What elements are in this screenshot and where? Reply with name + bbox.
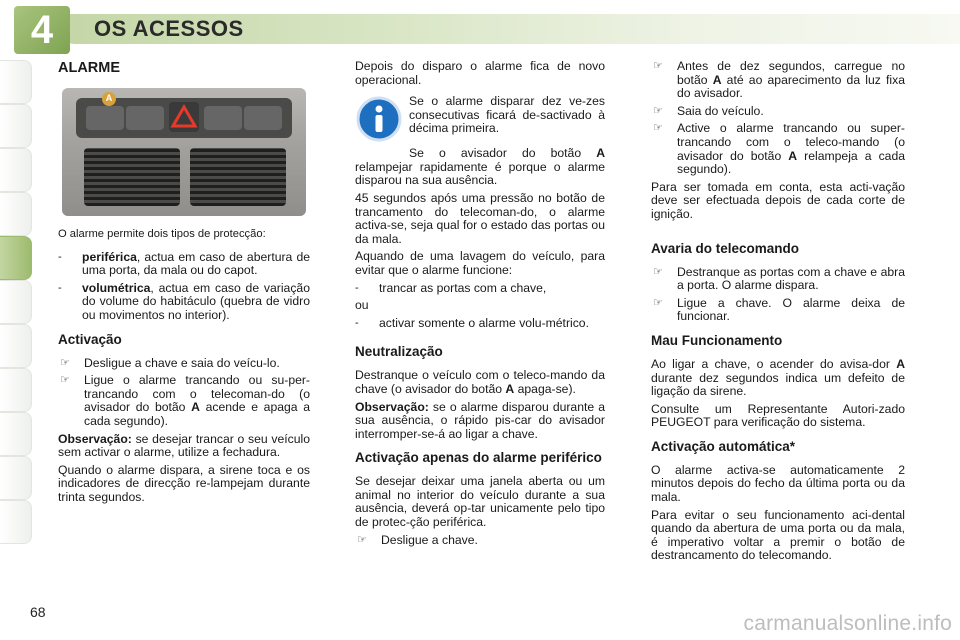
page-number: 68 (30, 604, 46, 620)
column-1 (58, 60, 310, 509)
trigger-text: Quando o alarme dispara, a sirene toca e os indicadores de direcção re-lampejam durante trinta segundos. (58, 462, 310, 504)
list-item: ☞ Desligue a chave e saia do veícu-lo. (60, 355, 280, 370)
hand-pointer-icon: ☞ (60, 356, 70, 369)
section-heading-mau-funcionamento: Mau Funcionamento (651, 332, 783, 348)
paragraph: O alarme activa-se automaticamente 2 minutos depois do fecho da última porta ou da mala. (651, 462, 905, 505)
paragraph: Para evitar o seu funcionamento aci-dental quando da abertura de uma porta ou da mala, é imperativo voltar a premir o botão de destrancamento do telecomando. (651, 507, 905, 563)
note: Observação: se desejar trancar o seu veículo sem activar o alarme, utilize a fechadura. (58, 431, 310, 460)
chapter-tab-active[interactable] (0, 236, 32, 280)
list-item: ☞ Destranque as portas com a chave e abra a porta. O alarme dispara. (653, 264, 905, 293)
chapter-tab[interactable] (0, 456, 32, 500)
section-heading-avaria: Avaria do telecomando (651, 240, 800, 256)
paragraph: Para ser tomada em conta, esta acti-vação deve ser efectuada depois de cada corte de ignição. (651, 179, 905, 221)
dash-button (244, 106, 282, 130)
chapter-tab[interactable] (0, 280, 32, 324)
chapter-tab[interactable] (0, 500, 32, 544)
air-vent-left (84, 148, 180, 206)
button-a-label: A (102, 92, 116, 106)
section-heading-activacao: Activação (58, 331, 122, 347)
paragraph: Consulte um Representante Autori-zado PEUGEOT para verificação do sistema. (651, 401, 905, 430)
info-icon (355, 95, 403, 143)
hand-pointer-icon: ☞ (653, 104, 663, 117)
info-box (355, 95, 605, 143)
list-item: ☞ Desligue a chave. (357, 532, 478, 547)
or-text: ou (355, 298, 369, 313)
chapter-tabs (0, 60, 36, 544)
list-item: - trancar as portas com a chave, (355, 280, 547, 295)
hazard-icon (169, 102, 199, 132)
hand-pointer-icon: ☞ (653, 60, 663, 72)
chapter-tab[interactable] (0, 60, 32, 104)
hand-pointer-icon: ☞ (60, 374, 70, 387)
list-item: ☞ Saia do veículo. (653, 103, 764, 118)
dash-button (126, 106, 164, 130)
list-item: - periférica, actua em caso de abertura de uma porta, da mala ou do capot. (58, 249, 310, 278)
caption: O alarme permite dois tipos de protecção: (58, 228, 266, 240)
column-2 (355, 60, 605, 551)
list-item: ☞ Ligue a chave. O alarme deixa de funcionar. (653, 295, 905, 324)
paragraph: Ao ligar a chave, o acender do avisa-dor A durante dez segundos indica um defeito de ligação da sirene. (651, 356, 905, 399)
chapter-title: OS ACESSOS (94, 16, 244, 41)
chapter-tab[interactable] (0, 192, 32, 236)
list-item: ☞ Active o alarme trancando ou super-trancando com o teleco-mando (o avisador do botão A relampeja a cada segundo). (653, 121, 905, 177)
section-heading-periferico: Activação apenas do alarme periférico (355, 450, 602, 466)
hand-pointer-icon: ☞ (653, 296, 663, 309)
list-item: - volumétrica, actua em caso de variação do volume do habitáculo (quebra de vidro ou movimentos no interior). (58, 280, 310, 322)
paragraph: Se desejar deixar uma janela aberta ou um animal no interior do veículo durante a sua ausência, deverá op-tar unicamente pelo tipo de protec-ção periférica. (355, 474, 605, 530)
chapter-tab[interactable] (0, 324, 32, 368)
chapter-number: 4 (14, 6, 70, 54)
chapter-tab[interactable] (0, 368, 32, 412)
paragraph: Destranque o veículo com o teleco-mando da chave (o avisador do botão A apaga-se). (355, 368, 605, 396)
watermark: carmanualsonline.info (743, 612, 952, 635)
chapter-tab[interactable] (0, 412, 32, 456)
list-item: ☞ Ligue o alarme trancando ou su-per-trancando com o telecoman-do (o avisador do botão A acende e apaga a cada segundo). (60, 373, 310, 428)
section-heading-alarme: ALARME (58, 60, 121, 76)
column-3 (651, 60, 905, 567)
info-text-2: Se o avisador do botão A relampejar rapidamente é porque o alarme disparou na sua ausência. (355, 146, 605, 188)
paragraph: 45 segundos após uma pressão no botão de trancamento do telecoman-do, o alarme activa-se, seja qual for o estado das portas ou da mala. (355, 190, 605, 246)
list-item: - activar somente o alarme volu-métrico. (355, 315, 589, 330)
dash-button (86, 106, 124, 130)
chapter-tab[interactable] (0, 148, 32, 192)
note: Observação: se o alarme disparou durante a sua ausência, o rápido pis-car do avisador interromper-se-á ao ligar a chave. (355, 399, 605, 441)
dashboard-photo (62, 88, 306, 216)
intro-text: Depois do disparo o alarme fica de novo operacional. (355, 59, 605, 87)
chapter-tab[interactable] (0, 104, 32, 148)
info-text-1: Se o alarme disparar dez ve-zes consecutivas ficará de-sactivado à décima primeira. (409, 94, 605, 136)
hand-pointer-icon: ☞ (653, 265, 663, 278)
hand-pointer-icon: ☞ (653, 122, 663, 135)
hand-pointer-icon: ☞ (357, 533, 367, 546)
dash-button (204, 106, 242, 130)
section-heading-neutralizacao: Neutralização (355, 344, 443, 360)
list-item: ☞ Antes de dez segundos, carregue no botão A até ao aparecimento da luz fixa do avisador. (653, 59, 906, 101)
paragraph: Aquando de uma lavagem do veículo, para evitar que o alarme funcione: (355, 249, 605, 277)
section-heading-activacao-automatica: Activação automática* (651, 438, 796, 454)
air-vent-right (190, 148, 286, 206)
